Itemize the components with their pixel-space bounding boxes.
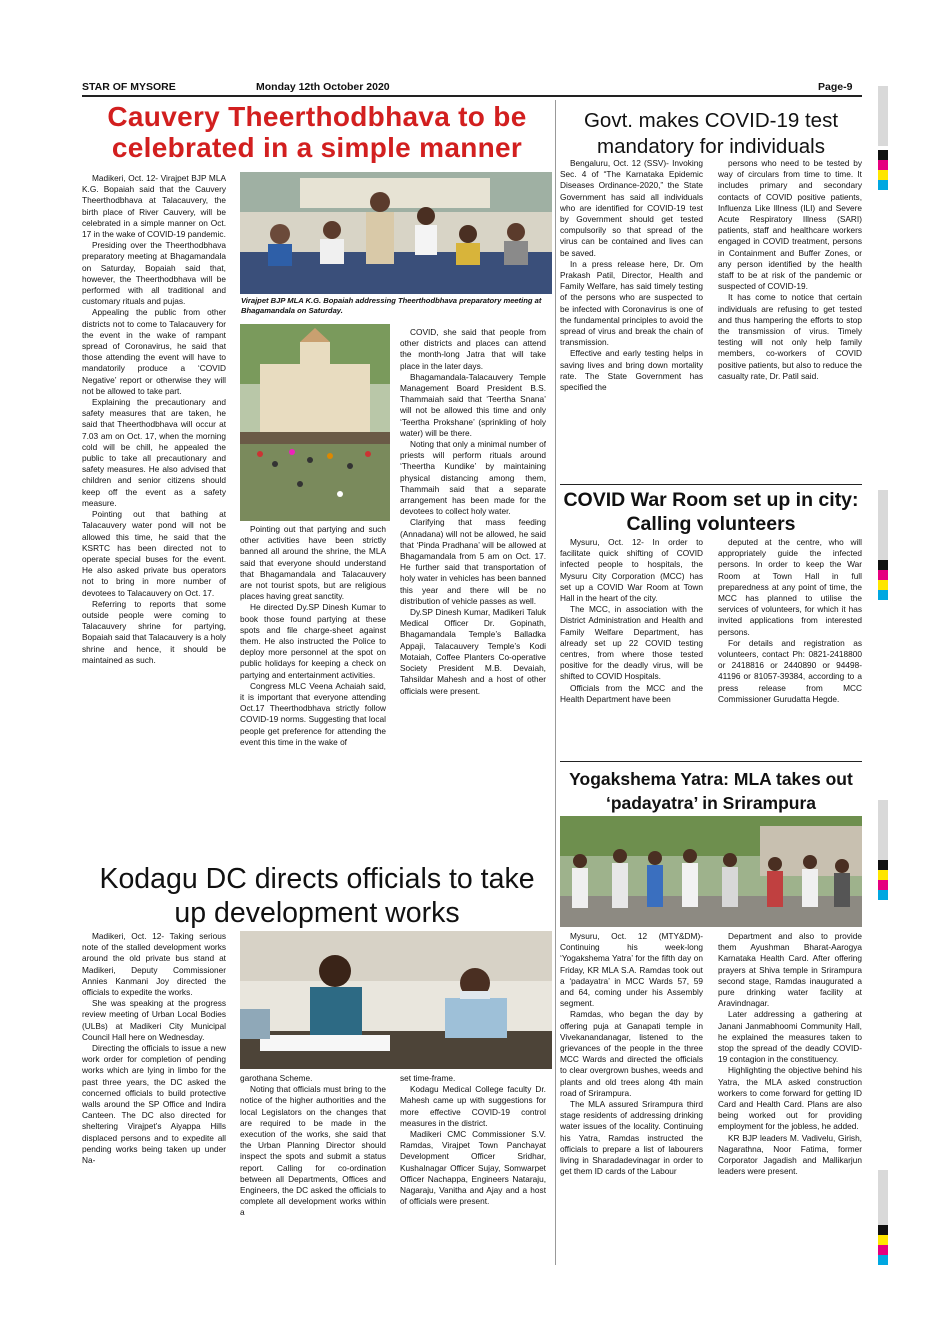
- covid-mandatory-headline: Govt. makes COVID-19 test mandatory for individuals: [583, 109, 839, 158]
- margin-gray-bar: [878, 800, 888, 860]
- cauvery-para: He directed Dy.SP Dinesh Kumar to book those found partying at these spots and file charge-sheet against them. He also instructed the Police to deploy more personnel at the spot on public holidays for keeping a check on partying and entertainment activities.: [240, 602, 386, 680]
- cauvery-para: Referring to reports that some outside people were coming to Talacauvery shrine for partying, Bopaiah said that Talacauvery is a holy shrine and hence, it should be maintained as such.: [82, 598, 226, 665]
- margin-gray-bar: [878, 86, 888, 146]
- registration-cyan: [878, 890, 888, 900]
- cauvery-para: Appealing the public from other districts not to come to Talacauvery for the event in the wake of rampant spread of Coronavirus, he said that those attending the event will have to mandatorily produce a ‘COVID Negative’ report or otherwise they will not be allowed to take part.: [82, 307, 226, 396]
- kodagu-para: Kodagu Medical College faculty Dr. Mahesh came up with suggestions for more effective COVID-19 control measures in the district.: [400, 1084, 546, 1128]
- kodagu-column-3: [400, 1073, 546, 1269]
- masthead-page: Page-9: [818, 81, 853, 93]
- cauvery-column-1: [82, 173, 226, 863]
- covid-mandatory-column-1: [560, 158, 703, 483]
- yogakshema-para: KR BJP leaders M. Vadivelu, Girish, Nagarathna, Noor Fatima, former Corporator Jagadish and Mallikarjun leaders were present.: [718, 1132, 862, 1177]
- registration-black: [878, 150, 888, 160]
- yogakshema-para: Ramdas, who began the day by offering puja at Ganapati temple in Vivekanandanagar, listened to the grievances of the people in the three MCC Wards and directed the officials to clear overgrown bushes, weeds and plants and old trees along 4th main road of Srirampura.: [560, 1009, 703, 1098]
- war-room-para: Officials from the MCC and the Health Department have been: [560, 682, 703, 704]
- margin-gray-bar: [878, 1170, 888, 1225]
- yogakshema-para: Mysuru, Oct. 12 (MTY&DM)- Continuing his week-long ‘Yogakshema Yatra’ for the fifth day on Friday, KR MLA S.A. Ramdas took out a ‘padayatra’ in MCC Wards 57, 59 and 64, coming under his Assembly segment.: [560, 931, 703, 1009]
- masthead-paper: STAR OF MYSORE: [82, 81, 176, 93]
- registration-cyan: [878, 180, 888, 190]
- cauvery-para: Dy.SP Dinesh Kumar, Madikeri Taluk Medical Officer Dr. Gopinath, Bhagamandala Temple’s Balladka Appaji, Talacauvery Temple’s Kodi Motaiah, Coffee Planters Co-operative Society President M.B. Devaiah, Tahsildar Mahesh and a host of other officials were present.: [400, 607, 546, 696]
- yogakshema-para: The MLA assured Srirampura third stage residents of addressing drinking water issues of the locality. Continuing his Yatra, Ramdas instructed the officials to prepare a list of labourers living in Sharadadevinagar in order to get them ID cards of the Labour: [560, 1099, 703, 1177]
- covid-para: Bengaluru, Oct. 12 (SSV)- Invoking Sec. 4 of “The Karnataka Epidemic Diseases Ordinance-2020,” the State Government has said all individuals who are identified for COVID-19 test by Government should get tested compulsorily so that spread of the virus can be contained and lives can be saved.: [560, 158, 703, 258]
- cauvery-para: Congress MLC Veena Achaiah said, it is important that everyone attending Oct.17 Theerthodbhava strictly follow COVID-19 norms. Suggesting that local people get preference for attending the event this time in the wake of: [240, 680, 386, 747]
- cauvery-para: COVID, she said that people from other districts and places can attend the month-long Jatra that will take place in the later days.: [400, 327, 546, 371]
- registration-black: [878, 860, 888, 870]
- covid-para: It has come to notice that certain individuals are refusing to get tested and thus hampering the efforts to stop the transmission of virus. Timely testing will not only help family members, co-workers of COVID positive patients, but also to reduce the casualty rate, Dr. Patil said.: [718, 292, 862, 381]
- kodagu-para: garothana Scheme.: [240, 1073, 313, 1083]
- kodagu-para: set time-frame.: [400, 1073, 456, 1083]
- yogakshema-column-2: [718, 931, 862, 1267]
- yogakshema-para: Department and also to provide them Ayushman Bharat-Aarogya Karnataka Health Card. After offering prayers at Shiva temple in Srirampura second stage, Ramdas inaugurated a pure drinking water facility at Aravindnagar.: [718, 931, 862, 1009]
- section-rule: [560, 761, 862, 762]
- registration-cyan: [878, 590, 888, 600]
- kodagu-para: Directing the officials to issue a new work order for completion of pending works which are lying in limbo for the past three years, the DC asked the concerned officials to build protective walls around the SP Office and Indira Canteen. The DC also directed for sheltering Virajpet’s Aiyappa Hills displaced persons and to expedite all pending works being taken up under Na-: [82, 1043, 226, 1166]
- registration-yellow: [878, 870, 888, 880]
- talacauvery-pond-photo: [240, 324, 390, 521]
- kodagu-para: She was speaking at the progress review meeting of Urban Local Bodies (ULBs) at Madikeri City Municipal Council Hall here on Wednesday.: [82, 998, 226, 1042]
- masthead-rule: [82, 95, 862, 97]
- cauvery-para: Bhagamandala-Talacauvery Temple Management Board President B.S. Thammaiah said that ‘Teertha Snana’ will not be allowed this time and only ‘Teertha Prokshane’ (sprinkling of holy water) will be there.: [400, 371, 546, 438]
- cauvery-para: Clarifying that mass feeding (Annadana) will not be allowed, he said that ‘Pinda Pradhana’ will be allowed at Bhagamandala from 5 am on Oct. 17. He further said that transportation of holy water in vehicles has been banned this year and there will be no distribution of vehicle passes as well.: [400, 517, 546, 606]
- margin-gray-bar: [878, 490, 888, 560]
- kodagu-column-2: [240, 1073, 386, 1269]
- color-registration-marks: [878, 860, 888, 900]
- section-rule: [560, 484, 862, 485]
- kodagu-column-1: [82, 931, 226, 1269]
- registration-magenta: [878, 570, 888, 580]
- war-room-column-1: [560, 537, 703, 759]
- masthead-date: Monday 12th October 2020: [256, 81, 390, 93]
- kodagu-review-meeting-photo: [240, 931, 552, 1069]
- cauvery-para: Noting that only a minimal number of priests will perform rituals around ‘Theertha Kundike’ by maintaining physical distancing among them, Thammaih said that a separate arrangement has been made for the devotees to collect holy water.: [400, 439, 546, 517]
- cauvery-para: Madikeri, Oct. 12- Virajpet BJP MLA K.G. Bopaiah said that the Cauvery Theerthodbhava at Talacauvery, the birth place of River Cauvery, will be celebrated in a simple manner on Oct. 17 in the wake of COVID-19 pandemic.: [82, 173, 226, 240]
- registration-black: [878, 560, 888, 570]
- registration-magenta: [878, 880, 888, 890]
- war-room-column-2: [718, 537, 862, 759]
- kodagu-para: Madikeri, Oct. 12- Taking serious note of the stalled development works around the old private bus stand at Madikeri, Deputy Commissioner Annies Kanmani Joy directed the officials to expedite the works.: [82, 931, 226, 998]
- covid-para: In a press release here, Dr. Om Prakash Patil, Director, Health and Family Welfare, has said timely testing of the persons who are suspected to be infected with Coronavirus is one of the fundamental principles to avoid the spread of virus and break the chain of transmission.: [560, 258, 703, 348]
- cauvery-para: Pointing out that bathing at Talacauvery water pond will not be allowed this time, he said that the KSRTC has been directed not to operate special buses for the event. He also asked private bus operators not to bring in more number of devotees to Talacauvery on Oct. 17.: [82, 509, 226, 598]
- war-room-para: The MCC, in association with the District Administration and Health and Family Welfare Department, has already set up 22 COVID testing centres, from where those tested positive for the deadly virus, will be shifted to COVID Hospitals.: [560, 604, 703, 682]
- cauvery-para: Presiding over the Theerthodbhava preparatory meeting at Bhagamandala on Saturday, Bopaiah said that, however, the Theerthodbhava will be performed with all traditional and customary rituals and pujas.: [82, 240, 226, 307]
- registration-cyan: [878, 1255, 888, 1265]
- war-room-para: deputed at the centre, who will appropriately guide the infected persons. In order to keep the War Room at Town Hall in full preparedness at any point of time, the MCC has planned to utilise the services of volunteers, for which it has invited applications from interested persons.: [718, 537, 862, 637]
- covid-mandatory-column-2: [718, 158, 862, 483]
- war-room-para: Mysuru, Oct. 12- In order to facilitate quick shifting of COVID infected people to hospitals, the Mysuru City Corporation (MCC) has set up a COVID War Room at Town Hall in the heart of the city.: [560, 537, 703, 604]
- cauvery-para: Explaining the precautionary and safety measures that are taken, he said that Theerthodbhava will occur at 7.03 am on Oct. 17, when the morning cold will be chill, he appealed the public to take all precautionary and safety measures. He also advised that children and senior citizens should keep off the event as a safety measure.: [82, 397, 226, 508]
- cauvery-para: Pointing out that partying and such other activities have been strictly banned all around the shrine, the MLA said that everyone should understand that Bhagamandala and Talacauvery are not tourist spots, but are religious places having great sanctity.: [240, 524, 386, 602]
- cauvery-headline: Cauvery Theerthodbhava to be celebrated in a simple manner: [107, 101, 527, 163]
- color-registration-marks: [878, 150, 888, 190]
- registration-magenta: [878, 1245, 888, 1255]
- yogakshema-padayatra-photo: [560, 816, 862, 927]
- registration-yellow: [878, 170, 888, 180]
- yogakshema-headline: Yogakshema Yatra: MLA takes out ‘padayatra’ in Srirampura: [569, 769, 853, 813]
- covid-para: Effective and early testing helps in saving lives and bring down mortality rate. The State Government has specified the: [560, 348, 703, 393]
- registration-yellow: [878, 580, 888, 590]
- color-registration-marks: [878, 560, 888, 600]
- cauvery-column-3: [400, 327, 546, 862]
- color-registration-marks: [878, 1225, 888, 1265]
- registration-magenta: [878, 160, 888, 170]
- registration-yellow: [878, 1235, 888, 1245]
- kodagu-headline: Kodagu DC directs officials to take up development works: [99, 863, 535, 929]
- war-room-para: For details and registration as volunteers, contact Ph: 0821-2418800 or 2418816 or 2440890 or 94498-41196 or 81057-39384, according to a press release from MCC Commissioner Gurudatta Hegde.: [718, 637, 862, 704]
- registration-black: [878, 1225, 888, 1235]
- kodagu-para: Madikeri CMC Commissioner S.V. Ramdas, Virajpet Town Panchayat Development Officer Sridhar, Kushalnagar Officer Sujay, Somwarpet Officer Nachappa, Engineers Nataraju, Nagaraju, Vanitha and Ajay and a host of officials were present.: [400, 1129, 546, 1207]
- covid-para: persons who need to be tested by way of circulars from time to time. It includes primary and secondary contacts of COVID positive patients, Influenza Like Illness (ILI) and Severe Acute Respiratory Illness (SARI) patients, staff and healthcare workers engaged in COVID treatment, persons in Containment and Buffer Zones, or any person identified by the health staff to be at risk of the pandemic or suspected of COVID-19.: [718, 158, 862, 292]
- war-room-headline: COVID War Room set up in city: Calling volunteers: [563, 489, 859, 535]
- yogakshema-para: Later addressing a gathering at Janani Janmabhoomi Community Hall, he explained the measures taken to stop the spread of the deadly COVID-19 contagion in the constituency.: [718, 1009, 862, 1065]
- cauvery-column-2: [240, 524, 386, 862]
- column-divider: [555, 100, 556, 1265]
- yogakshema-column-1: [560, 931, 703, 1267]
- kodagu-para: Noting that officials must bring to the notice of the higher authorities and the local Legislators on the changes that are required to be made in the execution of the works, she said that the Urban Planning Director should inspect the spots and submit a status report. Calling for co-ordination between all Departments, Offices and Engineers, the DC asked the officials to complete all development works within a: [240, 1084, 386, 1218]
- cauvery-photo-caption: Virajpet BJP MLA K.G. Bopaiah addressing Theerthodbhava preparatory meeting at Bhagamandala on Saturday.: [241, 296, 542, 315]
- yogakshema-para: Highlighting the objective behind his Yatra, the MLA asked construction workers to come forward for getting ID Card and Health Card. Plans are also being worked out for providing employment for the jobless, he added.: [718, 1065, 862, 1132]
- cauvery-meeting-photo: [240, 172, 552, 294]
